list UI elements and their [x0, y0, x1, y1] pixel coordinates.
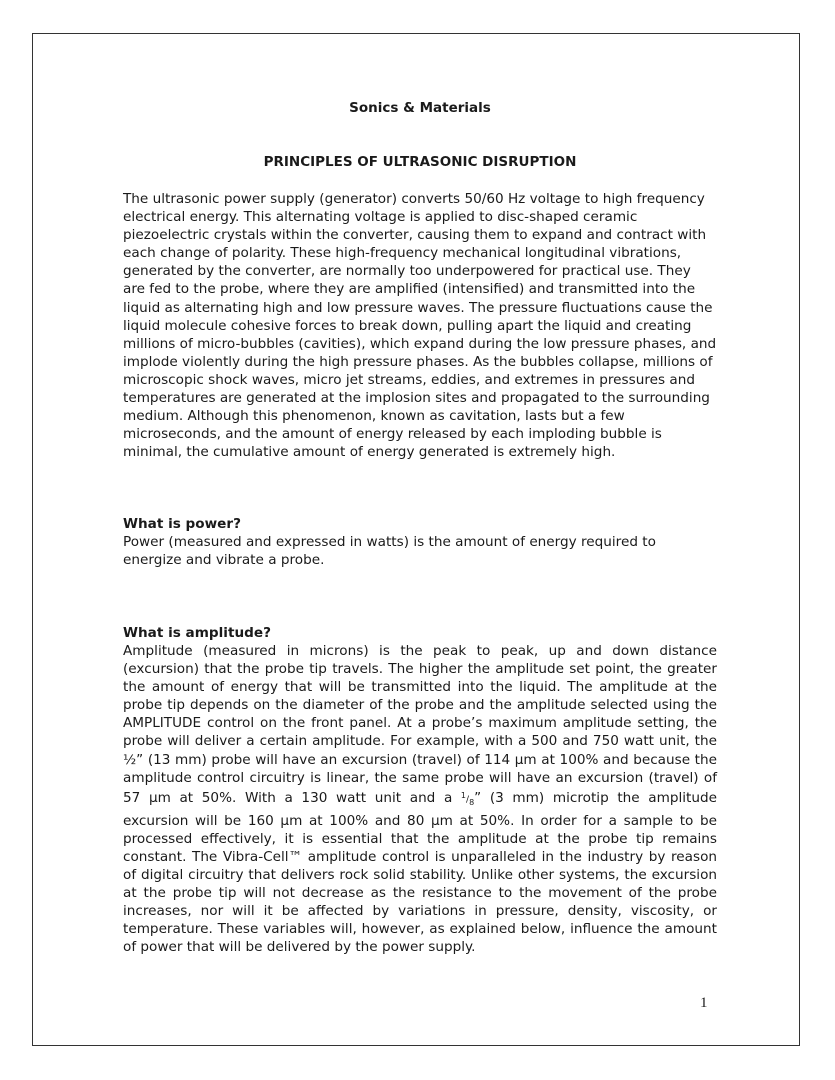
fraction-slash: /	[466, 794, 470, 805]
amplitude-text-part2: ” (3 mm) microtip the amplitude excursion will be 160 µm at 100% and 80 µm at 50%. In order for a sample to be processed effectively, it is essential that the amplitude at the probe tip remains constant. The Vibra-Cell™ amplitude control is unparalleled in the industry by reason of digital circuitry that delivers rock solid stability. Unlike other systems, the excursion at the probe tip will not decrease as the resistance to the movement of the probe increases, nor will it be affected by variations in pressure, density, viscosity, or temperature. These variables will, however, as explained below, influence the amount of power that will be delivered by the power supply.	[123, 789, 717, 956]
page-number: 1	[700, 995, 708, 1011]
fraction-denominator: 8	[469, 797, 475, 807]
fraction-numerator: 1	[460, 790, 467, 800]
company-name: Sonics & Materials	[349, 100, 491, 116]
power-paragraph: Power (measured and expressed in watts) is the amount of energy required to energize and vibrate a probe.	[123, 534, 656, 569]
amplitude-heading: What is amplitude?	[123, 625, 271, 641]
amplitude-text-part1: Amplitude (measured in microns) is the peak to peak, up and down distance (excursion) that the probe tip travels. The higher the amplitude set point, the greater the amount of energy that will be transmitted into the liquid. The amplitude at the probe tip depends on the diameter of the probe and the amplitude selected using the AMPLITUDE control on the front panel. At a probe’s maximum amplitude setting, the probe will deliver a certain amplitude. For example, with a 500 and 750 watt unit, the ½” (13 mm) probe will have an excursion (travel) of 114 µm at 100% and because the amplitude control circuitry is linear, the same probe will have an excursion (travel) of 57 µm at 50%. With a 130 watt unit and a	[123, 643, 717, 806]
fraction-one-eighth	[460, 790, 475, 807]
intro-paragraph: The ultrasonic power supply (generator) converts 50/60 Hz voltage to high frequency electrical energy. This alternating voltage is applied to disc-shaped ceramic piezoelectric crystals within the converter, causing them to expand and contract with each change of polarity. These high-frequency mechanical longitudinal vibrations, generated by the converter, are normally too underpowered for practical use. They are fed to the probe, where they are amplified (intensified) and transmitted into the liquid as alternating high and low pressure waves. The pressure fluctuations cause the liquid molecule cohesive forces to break down, pulling apart the liquid and creating millions of micro-bubbles (cavities), which expand during the low pressure phases, and implode violently during the high pressure phases. As the bubbles collapse, millions of microscopic shock waves, micro jet streams, eddies, and extremes in pressures and temperatures are generated at the implosion sites and propagated to the surrounding medium. Although this phenomenon, known as cavitation, lasts but a few microseconds, and the amount of energy released by each imploding bubble is minimal, the cumulative amount of energy generated is extremely high.	[123, 191, 717, 461]
power-heading: What is power?	[123, 516, 241, 532]
amplitude-paragraph	[123, 642, 717, 956]
document-title: PRINCIPLES OF ULTRASONIC DISRUPTION	[263, 154, 577, 170]
